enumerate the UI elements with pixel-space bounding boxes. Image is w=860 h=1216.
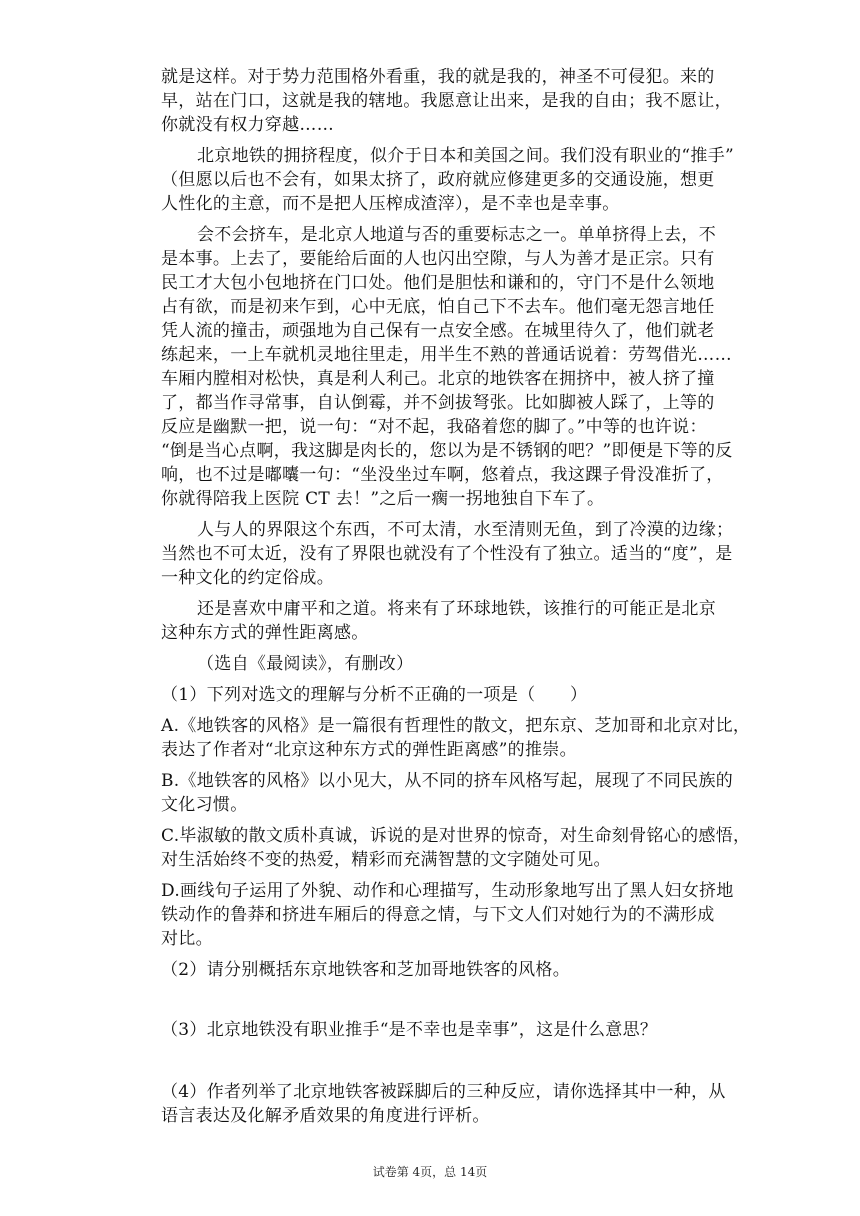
text-line: C.毕淑敏的散文质朴真诚，诉说的是对世界的惊奇，对生命刻骨铭心的感悟， bbox=[161, 826, 751, 846]
question-3: （3）北京地铁没有职业推手“是不幸也是幸事”，这是什么意思？ bbox=[161, 1020, 658, 1040]
text-line: A.《地铁客的风格》是一篇很有哲理性的散文，把东京、芝加哥和北京对比， bbox=[161, 716, 751, 736]
text-line: 练起来，一上车就机灵地往里走，用半生不熟的普通话说着：劳驾借光…… bbox=[161, 345, 732, 365]
question-stem: （1）下列对选文的理解与分析不正确的一项是（ ） bbox=[161, 685, 588, 705]
text-line: （但愿以后也不会有，如果太挤了，政府就应修建更多的交通设施，想更 bbox=[161, 170, 715, 190]
text-line: 响，也不过是嘟囔一句：“坐没坐过车啊，悠着点，我这踝子骨没准折了， bbox=[161, 465, 724, 485]
text-line: 文化习惯。 bbox=[161, 795, 248, 815]
source-citation: （选自《最阅读》，有删改） bbox=[197, 654, 414, 674]
text-line: 民工才大包小包地挤在门口处。他们是胆怯和谦和的，守门不是什么领地 bbox=[161, 273, 715, 293]
text-line: 语言表达及化解矛盾效果的角度进行评析。 bbox=[161, 1106, 490, 1126]
text-line: B.《地铁客的风格》以小见大，从不同的挤车风格写起，展现了不同民族的 bbox=[161, 771, 734, 791]
text-line: 人与人的界限这个东西，不可太清，水至清则无鱼，到了冷漠的边缘； bbox=[197, 520, 734, 540]
text-line: 对比。 bbox=[161, 929, 213, 949]
text-line: 是本事。上去了，要能给后面的人也闪出空隙，与人为善才是正宗。只有 bbox=[161, 249, 715, 269]
text-line: 当然也不可太近，没有了界限也就没有了个性没有了独立。适当的“度”，是 bbox=[161, 544, 733, 564]
text-line: 车厢内膛相对松快，真是利人利己。北京的地铁客在拥挤中，被人挤了撞 bbox=[161, 369, 715, 389]
text-line: 就是这样。对于势力范围格外看重，我的就是我的，神圣不可侵犯。来的 bbox=[161, 67, 715, 87]
text-line: 表达了作者对“北京这种东方式的弹性距离感”的推崇。 bbox=[161, 740, 577, 760]
text-line: 你就没有权力穿越…… bbox=[161, 115, 334, 135]
text-line: 这种东方式的弹性距离感。 bbox=[161, 623, 369, 643]
text-line: 对生活始终不变的热爱，精彩而充满智慧的文字随处可见。 bbox=[161, 850, 611, 870]
text-line: “倒是当心点啊，我这脚是肉长的，您以为是不锈钢的吧？”即便是下等的反 bbox=[161, 441, 733, 461]
text-line: 占有欲，而是初来乍到，心中无底，怕自己下不去车。他们毫无怨言地任 bbox=[161, 297, 715, 317]
text-line: D.画线句子运用了外貌、动作和心理描写，生动形象地写出了黑人妇女挤地 bbox=[161, 881, 734, 901]
text-line: 凭人流的撞击，顽强地为自己保有一点安全感。在城里待久了，他们就老 bbox=[161, 321, 715, 341]
text-line: 反应是幽默一把，说一句：“对不起，我硌着您的脚了。”中等的也许说： bbox=[161, 417, 707, 437]
text-line: 早，站在门口，这就是我的辖地。我愿意让出来，是我的自由；我不愿让， bbox=[161, 91, 732, 111]
text-line: 北京地铁的拥挤程度，似介于日本和美国之间。我们没有职业的“推手” bbox=[197, 146, 734, 166]
question-2: （2）请分别概括东京地铁客和芝加哥地铁客的风格。 bbox=[161, 960, 571, 980]
text-line: 还是喜欢中庸平和之道。将来有了环球地铁，该推行的可能正是北京 bbox=[197, 599, 716, 619]
text-line: 了，都当作寻常事，自认倒霉，并不剑拔弩张。比如脚被人踩了，上等的 bbox=[161, 393, 715, 413]
text-line: 会不会挤车，是北京人地道与否的重要标志之一。单单挤得上去，不 bbox=[197, 225, 716, 245]
text-line: （4）作者列举了北京地铁客被踩脚后的三种反应，请你选择其中一种，从 bbox=[161, 1082, 726, 1102]
text-line: 你就得陪我上医院 CT 去！”之后一瘸一拐地独自下车了。 bbox=[161, 489, 605, 509]
text-line: 人性化的主意，而不是把人压榨成渣滓），是不幸也是幸事。 bbox=[161, 194, 620, 214]
text-line: 一种文化的约定俗成。 bbox=[161, 568, 334, 588]
page-footer: 试卷第 4页，总 14页 bbox=[372, 1165, 488, 1179]
text-line: 铁动作的鲁莽和挤进车厢后的得意之情，与下文人们对她行为的不满形成 bbox=[161, 905, 715, 925]
